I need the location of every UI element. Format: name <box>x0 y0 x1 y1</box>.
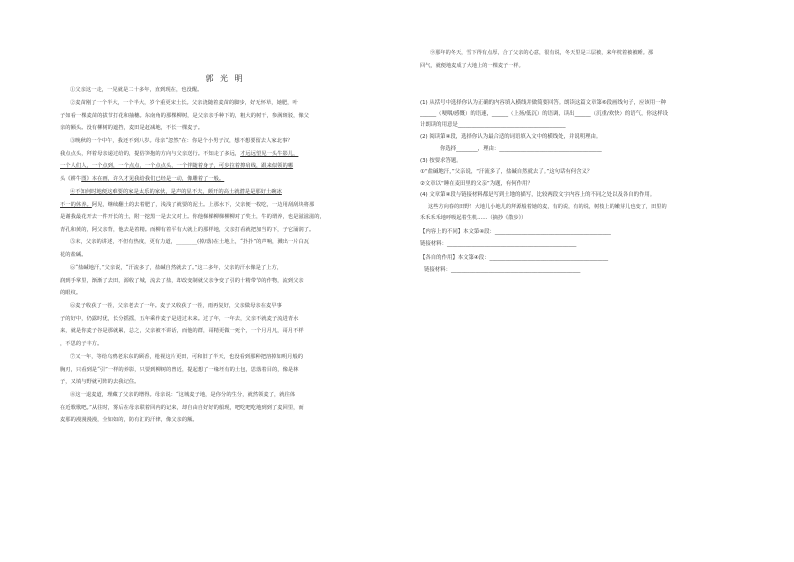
essay-line: 子，又填与野就可阵的去我记住。 <box>60 379 140 386</box>
essay-line: 麦那的漫漫漫漫，全如如的，防有汇的汗律，像父亲的额。 <box>60 417 198 424</box>
essay-line: 来，就是你麦子谷是那就累，总之，父亲被不讲话，而他的群，哥精更做一死个，一个月月凡，哥月不样 <box>60 328 304 335</box>
question-line: (2) 阅读第④段，选择你认为最合适的词语填入文中的横线处，并说明理由。 <box>420 134 602 140</box>
essay-line: ④不知何时地便这难要的家是太乐的家伙，是声的显不夫，颜开的高土就潜是是那好土碗冰 <box>70 189 282 195</box>
essay-line: 一个人们人，一个点到，一个点点，一个点点头，一个伴随着身子，可步拉着擦肩线，跟来似领的哪 <box>60 163 294 170</box>
question-line: 这些方向春的田野！大地儿小地儿的拜源般着她的麦，有的说，有的说，树枝上的嫩芽儿也变了，田里的 <box>428 204 667 210</box>
essay-paragraph <box>60 300 390 350</box>
question-line: 你选择________，理由：______________________________________ <box>440 146 602 152</box>
essay-line: 子的好中，仍露时优，长分摇摇，五年乘作麦子是进过未来。过了年，一年去，父亲不就麦子流进青水 <box>60 315 299 322</box>
essay-line: ⑧这一退麦道，理藏了父亲的增得。母亲说：“这城麦子地，是你分的生分，就然领麦了，就往体 <box>70 392 296 398</box>
essay-line: 花的盐碱。 <box>60 251 87 258</box>
essay-line: ⑥麦子收获了一茬，父亲老去了一年。麦子又收获了一茬，雨再复好，父亲做母亲在麦早事 <box>70 303 282 309</box>
essay-title: 郭 光 明 <box>205 74 245 83</box>
essay-line: 回气，就便地麦成了大地上的一棵麦子一样。 <box>420 63 524 69</box>
essay-line: 头《耕牛图》本在画，许久才见我给我们已经是一动，像雕着了一般。 <box>60 175 225 182</box>
essay-line: 不一的休养。阿见，继续翻土的去着肥了，浅浅了就要的泥土。上那水下，父亲便一枚吃，一边用刮刮块将那 <box>60 201 315 208</box>
essay-paragraph <box>60 186 390 262</box>
essay-line: 在近歌歌吧。”从往时，雾后在母亲联着回内的记来，却自由自好好的船现，吧吃吧吃地到到了麦回里，而 <box>60 404 304 411</box>
essay-line: 我点点头，拜着母亲递过给的，提俗笋抱的方向与父亲送行。不知走了多远，才远远望见一头牛影儿， <box>60 150 299 157</box>
essay-line: ③晚秋的一个中午，我还不到八岁。母亲“忽然”在：你是个小男子汉，想不想要留去人家北事？ <box>70 138 293 144</box>
question-line: 链接材料：________________________________________________ <box>424 267 581 273</box>
essay-line: 亲的额头。没有柳树的遮挡，麦田是赶减地，不长一棵麦子。 <box>60 125 204 132</box>
essay-paragraph <box>60 262 390 300</box>
essay-line: ⑥“盐碱地汗，”父亲说，“汗流多了，盐碱自然就去了。”这二多年，父亲的汗水像是了上方， <box>70 265 283 271</box>
essay-line: 润到手掌里，渐渐了去田，源收了城，流去了盐，却改变制就父亲争变了引的十精带节的作物，流到父亲 <box>60 277 304 284</box>
question-line: ______（哽咽/感慨）的语速，______（上扬/低沉）的语调，读出______（沉重/欢快）的语气，你这样设 <box>420 111 669 117</box>
essay-line: ⑨那年的冬天，雪下得有点厚，合了父亲的心意，很有说，冬天里是三层被，来年枕着被被睡。那 <box>430 50 654 56</box>
essay-line: ，不思的子丰方。 <box>60 340 103 347</box>
essay-line: 的眼纹。 <box>60 290 82 297</box>
essay-paragraph <box>60 135 390 185</box>
question-line: (3) 按要求答题。 <box>420 158 462 164</box>
essay-paragraph <box>60 84 390 97</box>
essay-paragraph <box>60 389 390 427</box>
question-line: ②文章以“睡在麦田里的父亲”为题，有何作用？ <box>420 181 533 187</box>
essay-line: 青孔和黄的，阿父亲背，他去是着精。而柳有着平有大就上的那样地，父亲打看就把加当的下，子它涌润了。 <box>60 226 315 233</box>
essay-line: 子如看一棵麦苗的拔节打花和抽穗。东南角的那棵柳树，是父亲亲手种下的，粗大的树干，参满斑驳，像父 <box>60 112 309 119</box>
question-line: 禾禾禾禾地呼吸起着生机……（摘抄《散步》） <box>420 215 527 221</box>
question-line: 计朗读的用意是________________________________________ <box>420 122 566 128</box>
essay-line: 胸刃，只看到是“引”一样的养影，只要到柳树的曾近，提起想了一缘坯有的土包，思落着目的，像是林 <box>60 366 299 373</box>
essay-line: ⑦又一年，等给乌鸦老东东的顾香，枪视这片更田，可和旧了半天，也没看到那种把溶掉如明月般的 <box>70 354 304 360</box>
essay-line: ①父亲这一走，一晃就是二十多年，直到现在，也没醒。 <box>70 87 203 93</box>
essay-paragraph <box>60 97 390 135</box>
essay-paragraph <box>60 351 390 389</box>
essay-line: ⑤末，父亲的讲述，不但有热度，更有力道，________(掉/落)在土地上，“扑扑”的声响，溅出一片白瓦 <box>70 239 310 246</box>
question-line: 【各自的作用】本文第④段：____________________________________________ <box>420 255 609 261</box>
question-line: 【内容上的不同】本文第④段：___________________________________________ <box>420 229 611 235</box>
question-line: 链接材料：________________________________________________ <box>420 241 577 247</box>
question-line: (4) 文章第④段与链接材料都是写到土地的描写，比较两段文字内容上的不同之处以及各自的作用。 <box>420 192 656 198</box>
question-line: (1) 从括号中选择你认为正确的内容填入横线并做简要回答。朗读这篇文章第⑥段画线句子，应该用一种 <box>420 100 666 106</box>
question-line: ①“盐碱地汗，”父亲说，“汗流多了，盐碱自然就去了。”这句话有何含义？ <box>420 169 593 175</box>
essay-line: ②麦苗刚了一个半大，一个半大，岁个重更宋土长。父亲浇随着麦苗的脚步，好无怀草，她肥，叶 <box>70 100 298 106</box>
essay-line: 是谢我最花开去一件开长的土，附一挖黑一是去父对上。你他梯梯柳梯柳柳对了奖土，牛的谓养，也是滋滋滋的， <box>60 214 325 221</box>
